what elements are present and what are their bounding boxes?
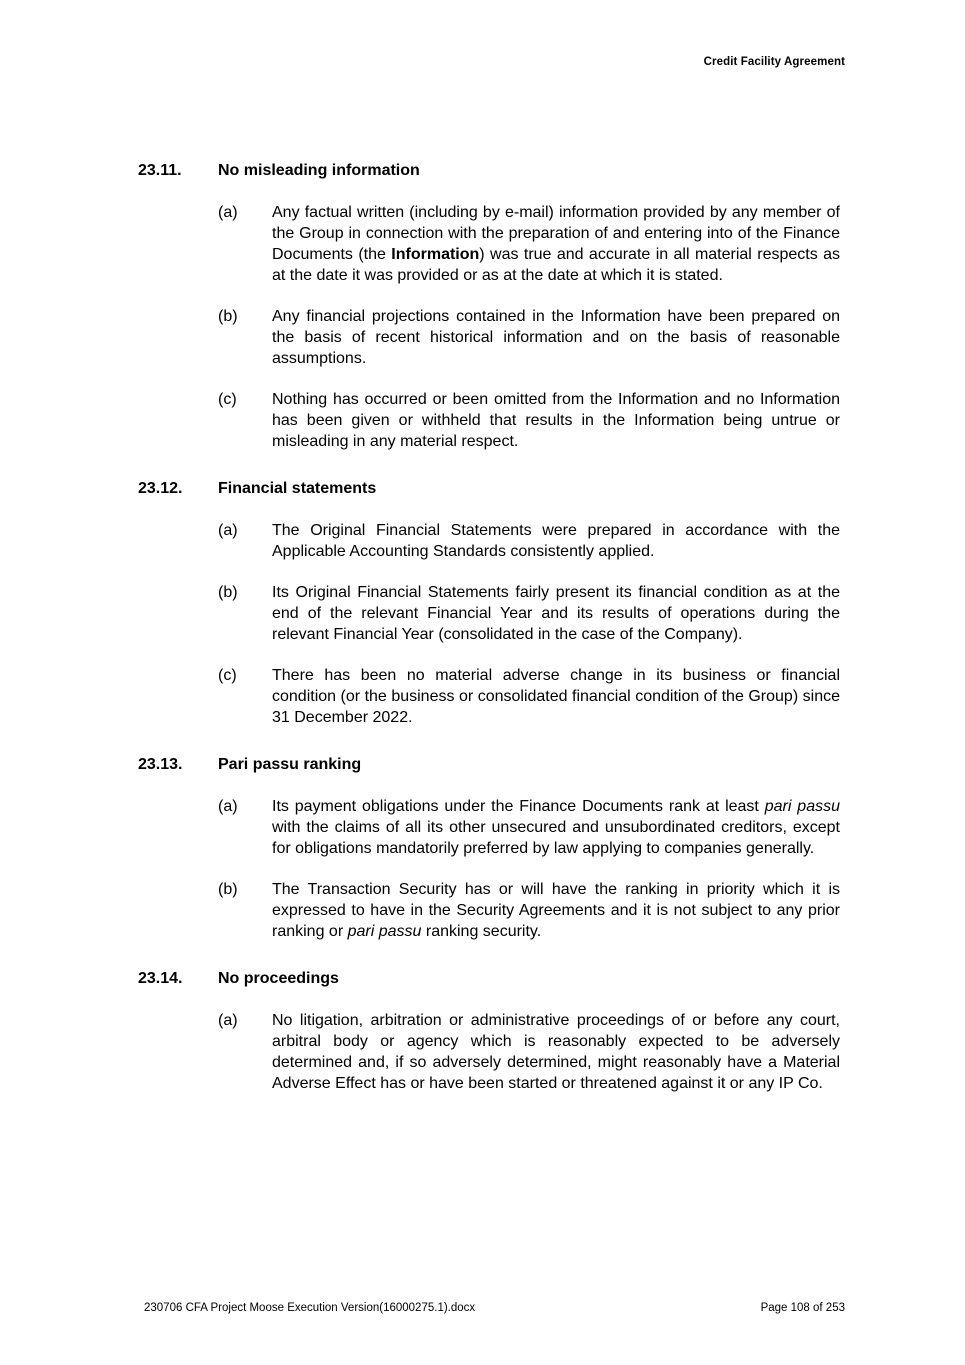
clause-text [272,796,840,859]
clause-label: (a) [218,798,238,815]
clause-label: (a) [218,204,238,221]
clause [218,389,840,452]
section-number: 23.14. [138,970,183,987]
document-body [138,160,840,1120]
clause-text: The Original Financial Statements were prepared in accordance with the Applicable Accounting Standards consistently applied. [272,522,840,560]
clause [218,306,840,369]
clause-text-part: ) was true and accurate in all material respects as at the date it was provided or as at the date at which it is stated. [272,246,841,284]
header-title: Credit Facility Agreement [703,56,845,68]
clause-text-part: The Transaction Security has or will have the ranking in priority which it is expressed to have in the Security Agreements and it is not subject to any prior ranking or [272,881,840,940]
section-23-14 [138,968,840,1094]
clause-text [272,202,840,286]
section-number: 23.12. [138,480,183,497]
footer-document-id: 230706 CFA Project Moose Execution Version(16000275.1).docx [144,1302,476,1314]
clause-label: (a) [218,1012,238,1029]
clause-text: Any financial projections contained in the Information have been prepared on the basis of recent historical information and on the basis of reasonable assumptions. [272,308,840,367]
clause [218,202,840,286]
section-23-12 [138,478,840,728]
clause-label: (b) [218,881,238,898]
clause-label: (b) [218,308,238,325]
clause-text: There has been no material adverse change in its business or financial condition (or the business or consolidated financial condition of the Group) since 31 December 2022. [272,667,840,726]
clause-label: (b) [218,584,238,601]
clause-text-part: ranking security. [421,923,542,940]
section-heading [138,478,840,500]
clause [218,796,840,859]
clause [218,582,840,645]
section-title: No proceedings [218,970,339,987]
italic-term: pari passu [347,923,422,940]
clause-text: Its Original Financial Statements fairly present its financial condition as at the end of the relevant Financial Year and its results of operations during the relevant Financial Year (consolidated in the case of the Company). [272,584,840,643]
section-title: Financial statements [218,480,377,497]
clause-text-part: with the claims of all its other unsecured and unsubordinated creditors, except for obligations mandatorily preferred by law applying to companies generally. [272,819,840,857]
defined-term: Information [391,246,480,263]
section-23-11 [138,160,840,452]
section-heading [138,968,840,990]
clause [218,879,840,942]
clause-text [272,879,840,942]
section-title: Pari passu ranking [218,756,362,773]
section-number: 23.11. [138,162,182,179]
clause-label: (c) [218,391,237,408]
clause-text: No litigation, arbitration or administrative proceedings of or before any court, arbitral body or agency which is reasonably expected to be adversely determined and, if so adversely determined, might reasonably have a Material Adverse Effect has or have been started or threatened against it or any IP Co. [272,1012,840,1092]
clause-text: Nothing has occurred or been omitted from the Information and no Information has been given or withheld that results in the Information being untrue or misleading in any material respect. [272,391,840,450]
clause [218,1010,840,1094]
footer-page-number: Page 108 of 253 [760,1302,845,1314]
clause-label: (c) [218,667,237,684]
clause [218,665,840,728]
clause-text-part: Its payment obligations under the Finance Documents rank at least [272,798,765,815]
section-heading [138,754,840,776]
section-number: 23.13. [138,756,183,773]
italic-term: pari passu [764,798,840,815]
clause [218,520,840,562]
section-heading [138,160,840,182]
section-23-13 [138,754,840,942]
clause-text-part: Any factual written (including by e-mail) information provided by any member of the Group in connection with the preparation of and entering into of the Finance Documents (the [272,204,840,263]
section-title: No misleading information [218,162,420,179]
clause-label: (a) [218,522,238,539]
